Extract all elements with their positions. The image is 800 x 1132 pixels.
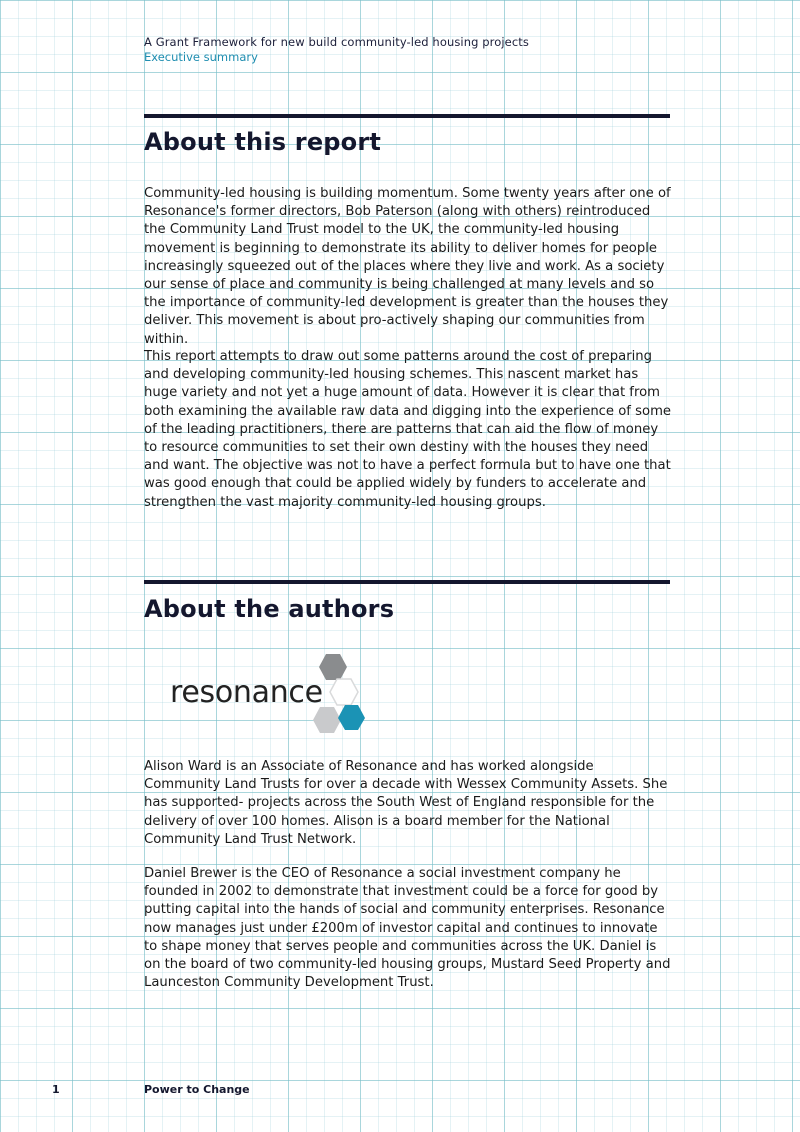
hexagon-cluster-icon — [300, 652, 390, 742]
document-title: A Grant Framework for new build community-led housing projects — [144, 35, 529, 49]
author-bio-daniel: Daniel Brewer is the CEO of Resonance a social investment company he founded in 2002 to demonstrate that investment could be a force for good by putting capital into the hands of social and community enterprises. Resonance now manages just under £200m of investor capital and continues to innovate to shape money that serves people and communities across the UK. Daniel is on the board of two community-led housing groups, Mustard Seed Property and Launceston Community Development Trust. — [144, 866, 671, 991]
page-number: 1 — [52, 1083, 60, 1096]
hexagon-outline-icon — [330, 679, 358, 705]
about-report-paragraph-1: Community-led housing is building momentum. Some twenty years after one of Resonance's former directors, Bob Paterson (along with others) reintroduced the Community Land Trust model to the UK, the community-led housing movement is beginning to demonstrate its ability to deliver homes for people increasingly squeezed out of the places where they live and work. As a society our sense of place and community is being challenged at many levels and so the importance of community-led development is greater than the houses they deliver. This movement is about pro-actively shaping our communities from within. — [144, 186, 671, 347]
about-report-paragraph-2: This report attempts to draw out some patterns around the cost of preparing and developing community-led housing schemes. This nascent market has huge variety and not yet a huge amount of data. However it is clear that from both examining the available raw data and digging into the experience of some of the leading practitioners, there are patterns that can aid the flow of money to resource communities to set their own destiny with the houses they need and want. The objective was not to have a perfect formula but to have one that was good enough that could be applied widely by funders to accelerate and strengthen the vast majority community-led housing groups. — [144, 349, 672, 510]
about-report-heading: About this report — [144, 128, 382, 156]
logo-wordmark: resonance — [170, 675, 323, 710]
hexagon-light-icon — [313, 707, 341, 733]
about-authors-heading: About the authors — [144, 595, 395, 623]
author-bio-alison: Alison Ward is an Associate of Resonance and has worked alongside Community Land Trusts for over a decade with Wessex Community Assets. She has supported- projects across the South West of England responsible for the delivery of over 100 homes. Alison is a board member for the National Community Land Trust Network. — [144, 759, 668, 847]
resonance-logo — [170, 652, 390, 742]
section-divider — [144, 114, 670, 118]
section-title: Executive summary — [144, 50, 258, 64]
section-divider — [144, 580, 670, 584]
footer-publisher: Power to Change — [144, 1083, 250, 1096]
hexagon-dark-icon — [319, 654, 347, 680]
hexagon-accent-icon — [338, 705, 365, 730]
